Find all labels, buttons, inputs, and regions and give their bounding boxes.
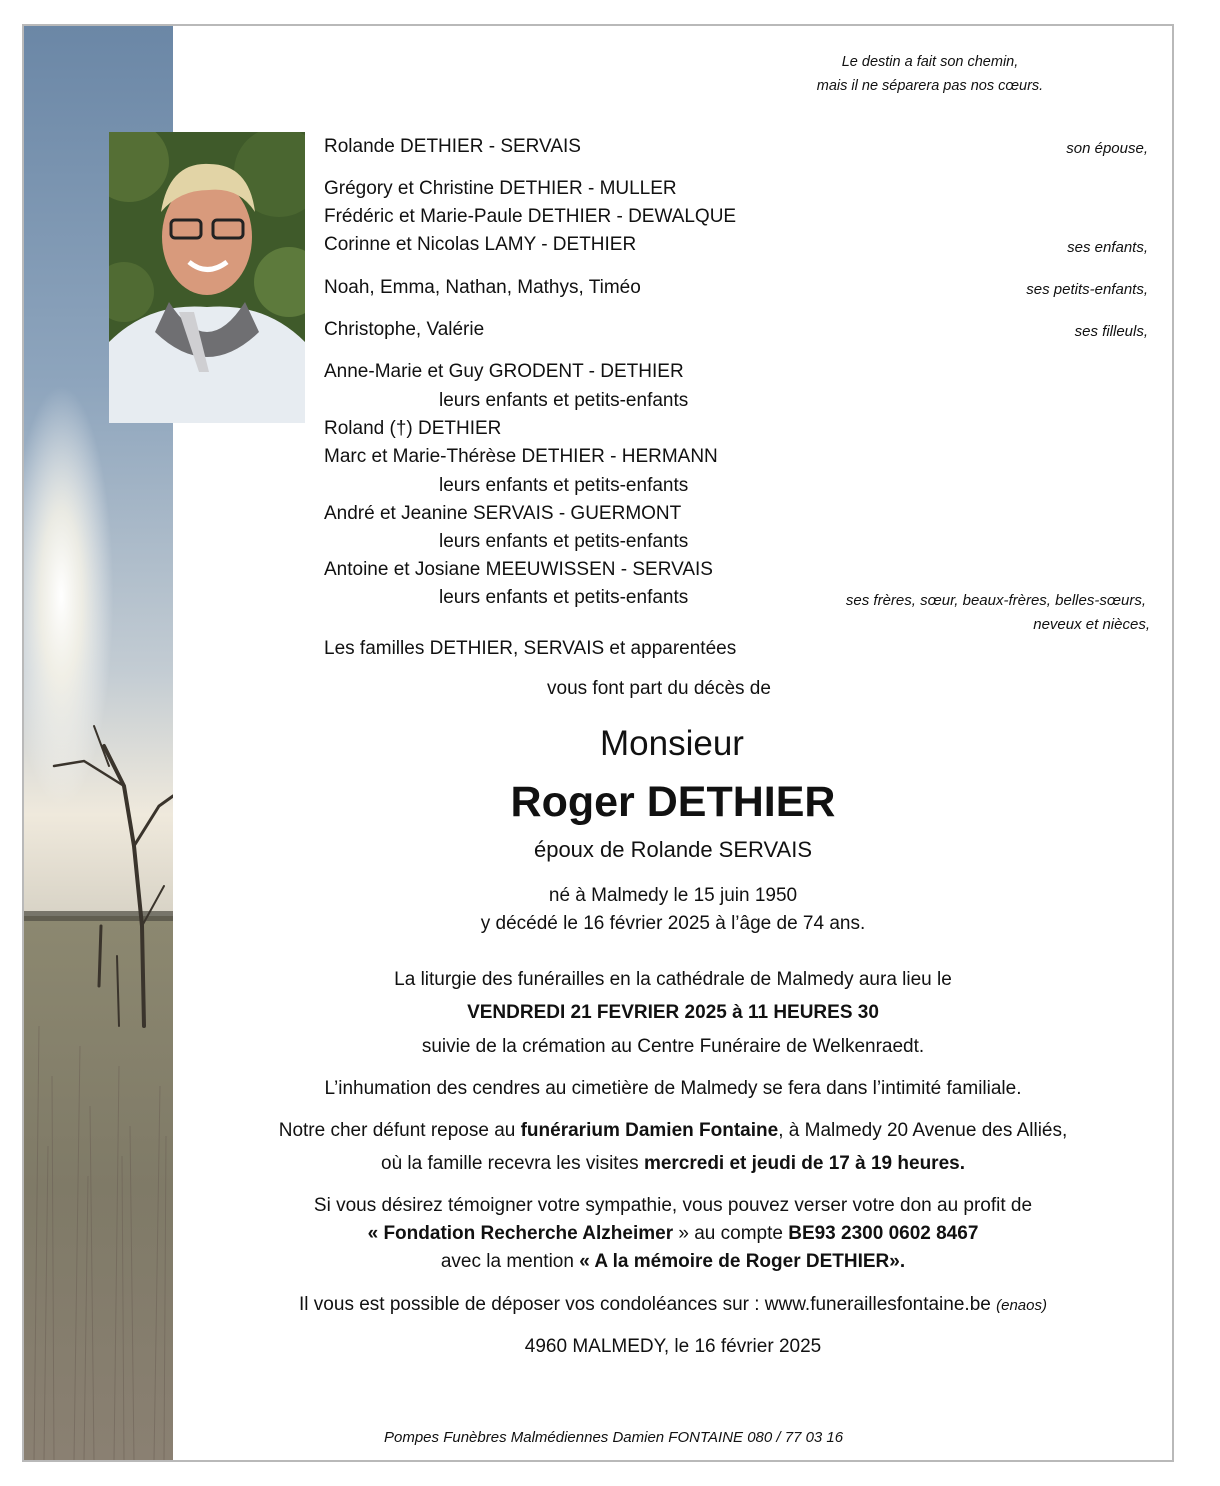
donation-organization: « Fondation Recherche Alzheimer [367, 1223, 674, 1244]
spouse-name: Rolande DETHIER - SERVAIS [324, 136, 581, 157]
funerarium-line [173, 1120, 1173, 1142]
deceased-name: Roger DETHIER [510, 778, 836, 826]
burial-line: L’inhumation des cendres au cimetière de Malmedy se fera dans l’intimité familiale. [324, 1078, 1022, 1099]
liturgy-line: La liturgie des funérailles en la cathédrale de Malmedy aura lieu le [394, 969, 952, 990]
death-line: y décédé le 16 février 2025 à l’âge de 74 ans. [480, 913, 866, 934]
siblings-relation-2: neveux et nièces, [1033, 616, 1150, 633]
quote-line-2: mais il ne séparera pas nos cœurs. [816, 78, 1044, 94]
donation-account-number: BE93 2300 0602 8467 [788, 1223, 979, 1244]
sibling-name: Marc et Marie-Thérèse DETHIER - HERMANN [324, 446, 718, 467]
quote-line-1: Le destin a fait son chemin, [841, 54, 1019, 70]
funeral-home-footer: Pompes Funèbres Malmédiennes Damien FONTAINE 080 / 77 03 16 [384, 1429, 844, 1446]
visits-text: où la famille recevra les visites [381, 1153, 644, 1174]
funerarium-address: , à Malmedy 20 Avenue des Alliés, [778, 1120, 1068, 1141]
grandchildren-names: Noah, Emma, Nathan, Mathys, Timéo [324, 277, 641, 298]
siblings-relation: ses frères, sœur, beaux-frères, belles-sœurs, [845, 592, 1146, 609]
place-date: 4960 MALMEDY, le 16 février 2025 [524, 1336, 822, 1357]
cremation-line: suivie de la crémation au Centre Funéraire de Welkenraedt. [421, 1036, 925, 1057]
sibling-name: Anne-Marie et Guy GRODENT - DETHIER [324, 361, 684, 382]
portrait-photo [109, 132, 305, 423]
visits-hours: mercredi et jeudi de 17 à 19 heures. [643, 1153, 965, 1174]
funerarium-name: funérarium Damien Fontaine [520, 1120, 779, 1141]
spouse-relation: son épouse, [1066, 140, 1148, 157]
deceased-title: Monsieur [600, 724, 744, 763]
sibling-descendants: leurs enfants et petits-enfants [439, 475, 689, 496]
condolences-tag: (enaos) [996, 1297, 1047, 1314]
children-relation: ses enfants, [1067, 239, 1148, 256]
donation-mention-line [173, 1251, 1173, 1273]
funerarium-text: Notre cher défunt repose au [278, 1120, 521, 1141]
grandchildren-relation: ses petits-enfants, [1026, 281, 1148, 298]
announcement-line: vous font part du décès de [547, 678, 771, 699]
sibling-descendants: leurs enfants et petits-enfants [439, 390, 689, 411]
sibling-name: Roland (†) DETHIER [324, 418, 502, 439]
godchildren-names: Christophe, Valérie [324, 319, 485, 340]
donation-mention-label: avec la mention [440, 1251, 580, 1272]
child-name: Grégory et Christine DETHIER - MULLER [324, 178, 677, 199]
funeral-date: VENDREDI 21 FEVRIER 2025 à 11 HEURES 30 [467, 1002, 879, 1023]
epigraph-quote [760, 50, 1100, 98]
sibling-descendants: leurs enfants et petits-enfants [439, 531, 689, 552]
sibling-name: André et Jeanine SERVAIS - GUERMONT [324, 503, 682, 524]
donation-line: Si vous désirez témoigner votre sympathie, vous pouvez verser votre don au profit de [313, 1195, 1033, 1216]
sibling-descendants: leurs enfants et petits-enfants [439, 587, 689, 608]
condolences-text: Il vous est possible de déposer vos condoléances sur : www.funeraillesfontaine.be [299, 1294, 997, 1315]
godchildren-relation: ses filleuls, [1074, 323, 1148, 340]
condolences-line [173, 1294, 1173, 1316]
donation-account-line [173, 1223, 1173, 1245]
donation-account-label: » au compte [673, 1223, 789, 1244]
visits-line [173, 1153, 1173, 1175]
birth-line: né à Malmedy le 15 juin 1950 [548, 885, 798, 906]
sibling-name: Antoine et Josiane MEEUWISSEN - SERVAIS [324, 559, 713, 580]
donation-mention: « A la mémoire de Roger DETHIER». [579, 1251, 906, 1272]
deceased-spouse: époux de Rolande SERVAIS [533, 837, 813, 862]
child-name: Corinne et Nicolas LAMY - DETHIER [324, 234, 637, 255]
child-name: Frédéric et Marie-Paule DETHIER - DEWALQUE [324, 206, 737, 227]
families-line: Les familles DETHIER, SERVAIS et apparentées [324, 638, 737, 659]
